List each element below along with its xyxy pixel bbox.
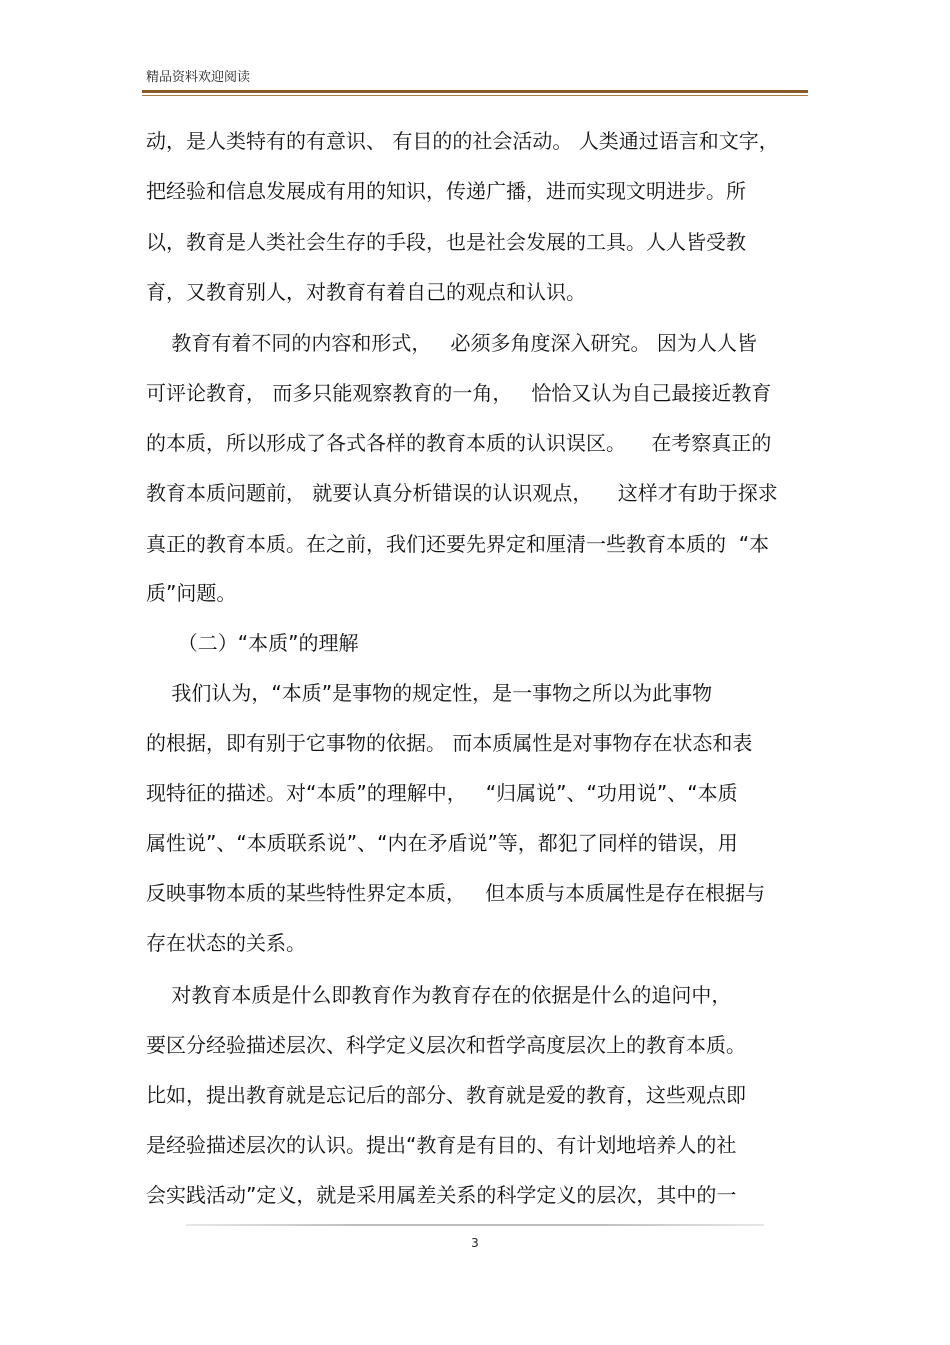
text-line: 对教育本质是什么即教育作为教育存在的依据是什么的追问中， [146,983,732,1007]
text-line: 会实践活动”定义，就是采用属差关系的科学定义的层次，其中的一 [146,1183,737,1207]
header-title: 精品资料欢迎阅读 [146,70,251,85]
header-rule-thin [142,95,808,96]
text-line: 以，教育是人类社会生存的手段，也是社会发展的工具。人人皆受教 [146,230,746,254]
text-line: 存在状态的关系。 [146,931,306,955]
text-line: 质”问题。 [146,581,237,605]
text-line: 真正的教育本质。在之前，我们还要先界定和厘清一些教育本质的 “本 [146,532,770,556]
text-line: 的本质，所以形成了各式各样的教育本质的认识误区。 在考察真正的 [146,431,772,455]
text-line: 我们认为，“本质”是事物的规定性，是一事物之所以为此事物 [146,681,713,705]
text-line: 可评论教育， 而多只能观察教育的一角， 恰恰又认为自己最接近教育 [146,381,772,405]
footer-rule [186,1224,764,1226]
page-number: 3 [471,1236,479,1250]
text-line: 比如，提出教育就是忘记后的部分、教育就是爱的教育，这些观点即 [146,1083,746,1107]
text-line: 教育本质问题前， 就要认真分析错误的认识观点， 这样才有助于探求 [146,481,778,505]
text-line: 教育有着不同的内容和形式， 必须多角度深入研究。 因为人人皆 [146,331,757,355]
text-line: 反映事物本质的某些特性界定本质， 但本质与本质属性是存在根据与 [146,881,766,905]
text-line: 要区分经验描述层次、科学定义层次和哲学高度层次上的教育本质。 [146,1033,746,1057]
text-line: 现特征的描述。对“本质”的理解中， “归属说”、“功用说”、“本质 [146,781,738,805]
text-line: 的根据，即有别于它事物的依据。 而本质属性是对事物存在状态和表 [146,731,753,755]
text-line: 是经验描述层次的认识。提出“教育是有目的、有计划地培养人的社 [146,1133,737,1157]
text-line: 把经验和信息发展成有用的知识，传递广播，进而实现文明进步。所 [146,179,746,203]
text-line: 育，又教育别人，对教育有着自己的观点和认识。 [146,280,586,304]
text-line: 属性说”、“本质联系说”、“内在矛盾说”等，都犯了同样的错误，用 [146,831,738,855]
text-line: 动，是人类特有的有意识、 有目的的社会活动。 人类通过语言和文字， [146,129,779,153]
section-heading: （二）“本质”的理解 [146,631,359,655]
header-rule-thick [142,90,808,93]
